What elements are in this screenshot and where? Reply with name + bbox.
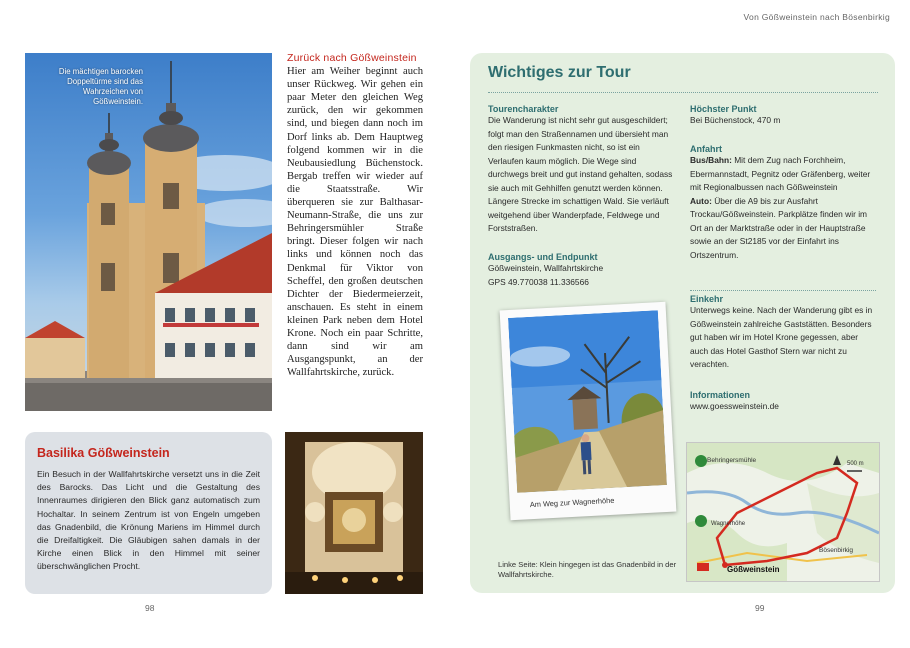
ausgangspunkt-heading: Ausgangs- und Endpunkt	[488, 252, 598, 262]
einkehr-section	[690, 294, 878, 372]
anfahrt-bus-text: Mit dem Zug nach Forchheim, Ebermannstadt, Pegnitz oder Gräfenberg, weiter mit Regionalbussen nach Gößweinstein	[690, 155, 871, 192]
hoechster-punkt-text: Bei Büchenstock, 470 m	[690, 115, 781, 125]
anfahrt-auto-text: Über die A9 bis zur Ausfahrt Trockau/Gößweinstein. Parkplätze finden wir im Ort an der Marktstraße oder in der Hauptstraße sowie an der St2185 vor der Einfahrt ins Ortszentrum.	[690, 195, 868, 260]
informationen-link[interactable]: www.goessweinstein.de	[690, 401, 779, 411]
tower-photo	[508, 310, 667, 493]
ausgangspunkt-gps: GPS 49.770038 11.336566	[488, 276, 589, 287]
anfahrt-bus-label: Bus/Bahn:	[690, 155, 732, 165]
title-divider	[488, 92, 878, 93]
tourencharakter-text: Die Wanderung ist nicht sehr gut ausgeschildert; folgt man den Straßennamen und übersieht man den riesigen Funkmasten nicht, so ist ein Verlaufen kaum möglich. Die Wege sind durchwegs breit und gut instand gehalten, sodass sie auch mit Gehhilfen genutzt werden können. Längere Strecke im schattigen Wald. Sie verläuft weitgehend über Wanderpfade, Feldwege und Forststraßen.	[488, 115, 673, 233]
map-scale: 500 m	[847, 461, 864, 467]
einkehr-heading: Einkehr	[690, 294, 724, 304]
ausgangspunkt-line1: Gößweinstein, Wallfahrtskirche	[488, 263, 604, 273]
route-map	[686, 442, 880, 582]
church-photo	[25, 53, 272, 411]
anfahrt-auto-label: Auto:	[690, 195, 712, 206]
anfahrt-heading: Anfahrt	[690, 144, 722, 154]
tourencharakter-heading: Tourencharakter	[488, 104, 559, 114]
page-number-right: 99	[755, 603, 765, 613]
anfahrt-divider	[690, 290, 876, 291]
page-number-left: 98	[145, 603, 155, 613]
tour-info-title: Wichtiges zur Tour	[488, 64, 631, 81]
basilika-title: Basilika Gößweinstein	[37, 446, 170, 460]
left-page-caption: Linke Seite: Klein hingegen ist das Gnadenbild in der Wallfahrtskirche.	[498, 560, 677, 579]
map-label-behringersmuehle: Behringersmühle	[707, 457, 757, 464]
anfahrt-bus	[690, 154, 878, 195]
map-label-wagnerhoehe: Wagnerhöhe	[711, 521, 746, 527]
tower-photo-frame	[500, 302, 677, 520]
section-heading: Zurück nach Gößweinstein	[287, 52, 417, 64]
informationen-section	[690, 390, 878, 414]
main-body-text	[287, 52, 423, 379]
church-photo-caption: Die mächtigen barocken Doppeltürme sind das Wahrzeichen von Gößweinstein.	[58, 67, 143, 106]
body-paragraph: Hier am Weiher beginnt auch unser Rückweg. Wir gehen ein paar Meter den gleichen Weg zurück, den wir gekommen sind, und biegen dann noch im Dorf links ab. Dem Hauptweg folgend kommen wir in die Neubausiedlung Büchenstock. Bergab treffen wir wieder auf die Staatsstraße. Wir überqueren sie zur Balthasar-Neumann-Straße, die uns zur Behringersmühler Straße bringt. Dieser folgen wir nach links und können noch das Denkmal für Viktor von Scheffel, den großen deutschen Dichter der Biedermeierzeit, anschauen. Es steht in einem kleinen Park neben dem Hotel Krone. Noch ein paar Schritte, dann sind wir am Ausgangspunkt, an der Wallfahrtskirche, zurück.	[287, 66, 423, 379]
basilika-text: Ein Besuch in der Wallfahrtskirche versetzt uns in die Zeit des Barocks. Das Licht und die Gestaltung des Innenraumes dirigieren den Blick ganz automatisch zum Hochaltar. In seinem Zentrum ist von Engeln umgeben das Gnadenbild, die Krönung Mariens im Himmel durch die Dreifaltigkeit. Die Gläubigen sahen damals in der Kirche einen Blick in den Himmel mit seiner überschwänglichen Procht.	[37, 469, 260, 572]
ausgangspunkt-section	[488, 252, 674, 289]
map-label-boesenbirkig: Bösenbirkig	[819, 547, 853, 554]
hoechster-punkt-section	[690, 104, 878, 128]
tower-photo-caption: Am Weg zur Wagnerhöhe	[529, 495, 615, 510]
map-label-goessweinstein: Gößweinstein	[727, 565, 780, 574]
anfahrt-auto	[690, 195, 878, 263]
einkehr-text: Unterwegs keine. Nach der Wanderung gibt es in Gößweinstein zahlreiche Gaststätten. Besonders gut haben wir im Hotel Krone gegessen, aber auch das Hotel Gasthof Stern war nicht zu verachten.	[690, 305, 873, 369]
informationen-heading: Informationen	[690, 390, 750, 400]
hoechster-punkt-heading: Höchster Punkt	[690, 104, 757, 114]
anfahrt-section	[690, 144, 878, 262]
basilika-info-box	[25, 432, 272, 594]
running-header: Von Gößweinstein nach Bösenbirkig	[743, 12, 890, 22]
tourencharakter-section	[488, 104, 674, 236]
altar-photo	[285, 432, 423, 594]
